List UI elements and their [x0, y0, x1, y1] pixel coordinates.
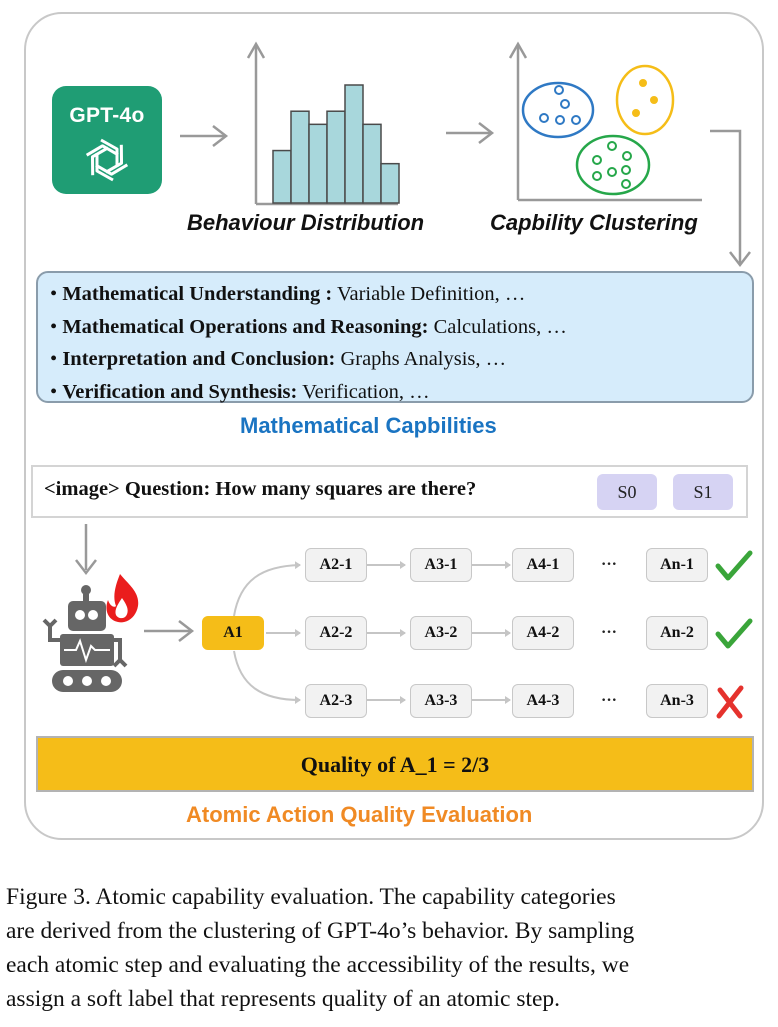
capability-item: • Mathematical Understanding : Variable Definition, …: [50, 283, 526, 305]
action-node: A3-3: [410, 684, 472, 718]
ellipsis: ···: [601, 692, 618, 709]
openai-logo-icon: [79, 132, 135, 188]
arrow-clusters-to-capabilities: [710, 131, 750, 265]
histogram-bar: [363, 124, 381, 203]
arrow-robot-to-a1: [144, 621, 192, 641]
arrow-gpt-to-histogram: [180, 126, 226, 146]
arrow-question-to-robot: [76, 524, 96, 573]
caption-line: Figure 3. Atomic capability evaluation. The capability categories: [6, 884, 616, 910]
action-node: A3-1: [410, 548, 472, 582]
fire-icon: [106, 574, 138, 622]
action-node: A3-2: [410, 616, 472, 650]
capability-clustering-label: Capbility Clustering: [490, 210, 698, 235]
action-node: A4-3: [512, 684, 574, 718]
action-node: A2-1: [305, 548, 367, 582]
histogram-bar: [291, 111, 309, 203]
robot-icon: [44, 585, 126, 692]
mathematical-capabilities-title: Mathematical Capbilities: [240, 413, 497, 438]
action-node-root: A1: [202, 616, 264, 650]
figure-caption: [6, 880, 772, 1016]
action-node-last: An-2: [646, 616, 708, 650]
action-node: A4-1: [512, 548, 574, 582]
cluster-yellow: [617, 66, 673, 134]
capability-item: • Interpretation and Conclusion: Graphs Analysis, …: [50, 348, 507, 370]
histogram-bar: [309, 124, 327, 203]
ellipsis: ···: [601, 624, 618, 641]
capabilities-box: [36, 271, 754, 403]
caption-line: each atomic step and evaluating the accessibility of the results, we: [6, 952, 630, 978]
arrow-histogram-to-clusters: [446, 123, 492, 143]
gpt-4o-box: [52, 86, 162, 194]
sample-chip-s0: S0: [597, 474, 657, 510]
ellipsis: ···: [601, 556, 618, 573]
histogram-bars: [273, 85, 399, 203]
sample-chip-s1: S1: [673, 474, 733, 510]
behaviour-distribution-label: Behaviour Distribution: [187, 210, 425, 235]
capability-item: • Verification and Synthesis: Verification, …: [50, 380, 430, 403]
check-icon: [718, 621, 750, 646]
question-text: <image> Question: How many squares are there?: [44, 478, 477, 500]
cross-icon: [719, 688, 741, 716]
cluster-green: [577, 136, 649, 194]
caption-line: assign a soft label that represents quality of an atomic step.: [6, 986, 561, 1012]
cluster-blue: [523, 83, 593, 137]
capability-item: • Mathematical Operations and Reasoning: Calculations, …: [50, 315, 567, 338]
check-icon: [718, 553, 750, 578]
caption-line: are derived from the clustering of GPT-4o’s behavior. By sampling: [6, 918, 635, 944]
histogram-bar: [327, 111, 345, 203]
action-node: A2-2: [305, 616, 367, 650]
action-node: A2-3: [305, 684, 367, 718]
action-node: A4-2: [512, 616, 574, 650]
histogram-bar: [381, 164, 399, 203]
quality-bar: Quality of A_1 = 2/3: [36, 736, 754, 792]
gpt-4o-label: GPT-4o: [69, 104, 145, 127]
cluster-axes: [510, 44, 702, 200]
action-node-last: An-1: [646, 548, 708, 582]
atomic-action-evaluation-title: Atomic Action Quality Evaluation: [186, 802, 533, 827]
histogram-bar: [345, 85, 363, 203]
action-node-last: An-3: [646, 684, 708, 718]
histogram-bar: [273, 151, 291, 203]
